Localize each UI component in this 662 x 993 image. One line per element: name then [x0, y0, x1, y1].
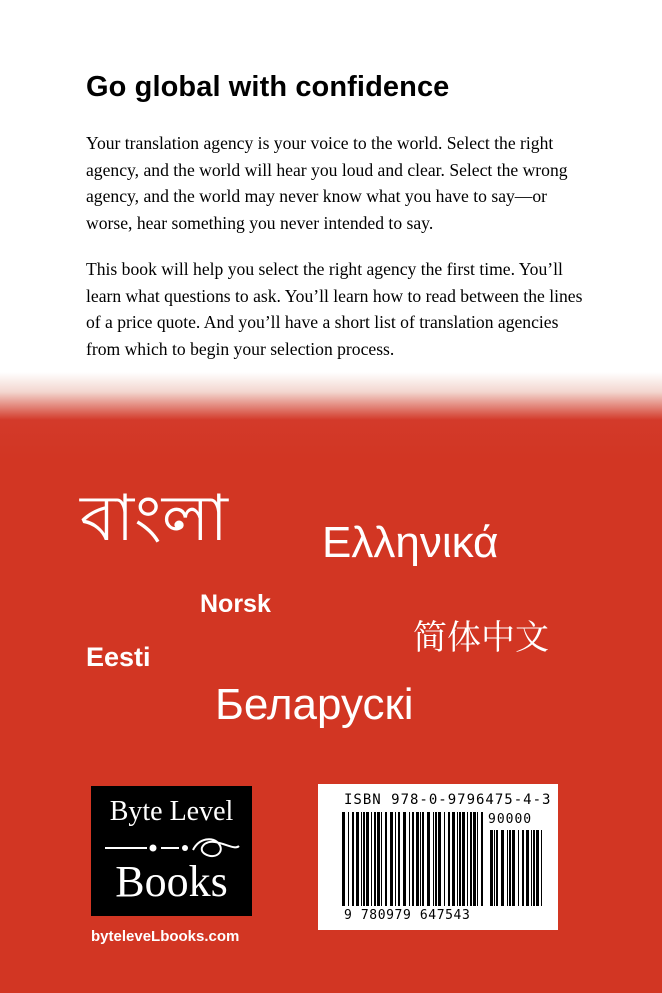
barcode-bar [533, 830, 535, 906]
barcode-bar [363, 812, 365, 906]
price-addon-digits: 90000 [488, 812, 533, 827]
barcode-bar [433, 812, 434, 906]
logo-line-2: Books [115, 857, 228, 906]
barcode-bar [457, 812, 458, 906]
barcode-bar [509, 830, 511, 906]
barcode-bar [366, 812, 369, 906]
language-norsk: Norsk [200, 590, 271, 618]
barcode-bar [403, 812, 406, 906]
barcode-bar [342, 812, 345, 906]
language-chinese: 简体中文 [413, 618, 549, 658]
barcode-bar [352, 812, 354, 906]
ean-digits: 9 780979 647543 [344, 908, 471, 923]
barcode-bar [467, 812, 468, 906]
barcode-bar [507, 830, 508, 906]
barcode-bar [348, 812, 349, 906]
barcode-bar [490, 830, 493, 906]
language-greek: Ελληνικά [322, 518, 499, 567]
barcode-bar [420, 812, 421, 906]
blurb-paragraph-1: Your translation agency is your voice to the world. Select the right agency, and the world will hear you loud and clear. Select the wrong agency, and the world may never know what you have to say—or worse, hear something you never intended to say. [86, 133, 568, 233]
barcode-bar [473, 812, 476, 906]
barcode-bar [452, 812, 455, 906]
barcode-bar [501, 830, 504, 906]
barcode-bar [459, 812, 461, 906]
language-belarusian: Беларускі [215, 680, 414, 729]
barcode-bar [361, 812, 362, 906]
barcode-bar [371, 812, 372, 906]
language-eesti: Eesti [86, 642, 151, 672]
barcode-bar [448, 812, 450, 906]
barcode-bar [444, 812, 445, 906]
barcode-bar [412, 812, 414, 906]
barcode-bar [435, 812, 437, 906]
barcode-bar [531, 830, 532, 906]
barcode-bar [477, 812, 478, 906]
barcode-bar [541, 830, 542, 906]
barcode-bar [481, 812, 483, 906]
barcode-bar [395, 812, 396, 906]
barcode-bar [377, 812, 380, 906]
barcode-bar [381, 812, 382, 906]
barcode-bar [522, 830, 524, 906]
barcode-bar [518, 830, 519, 906]
barcode-bar [374, 812, 376, 906]
language-bangla: বাংলা [80, 482, 228, 556]
barcode-bar [356, 812, 359, 906]
publisher-website: byteleveLbooks.com [91, 928, 240, 945]
isbn-label: ISBN 978-0-9796475-4-3 [344, 792, 552, 808]
barcode-bar [427, 812, 430, 906]
barcode-bar [422, 812, 424, 906]
barcode-bar [470, 812, 472, 906]
barcode-bar [526, 830, 529, 906]
barcode-bar [512, 830, 515, 906]
barcode-bar [536, 830, 539, 906]
isbn-barcode [318, 784, 558, 930]
barcode-bar [390, 812, 393, 906]
barcode-bar [409, 812, 410, 906]
barcode-bar [416, 812, 419, 906]
barcode-bar [494, 830, 495, 906]
barcode-bar [462, 812, 465, 906]
publisher-logo [91, 786, 252, 916]
blurb-paragraph-2: This book will help you select the right agency the first time. You’ll learn what questions to ask. You’ll learn how to read between the lines of a price quote. And you’ll have a short list of translation agencies from which to begin your selection process. [86, 259, 583, 359]
barcode-bar [398, 812, 400, 906]
barcode-bar [496, 830, 498, 906]
logo-line-1: Byte Level [109, 796, 234, 827]
barcode-bar [385, 812, 387, 906]
barcode-bar [438, 812, 441, 906]
back-cover-heading: Go global with confidence [86, 71, 450, 103]
